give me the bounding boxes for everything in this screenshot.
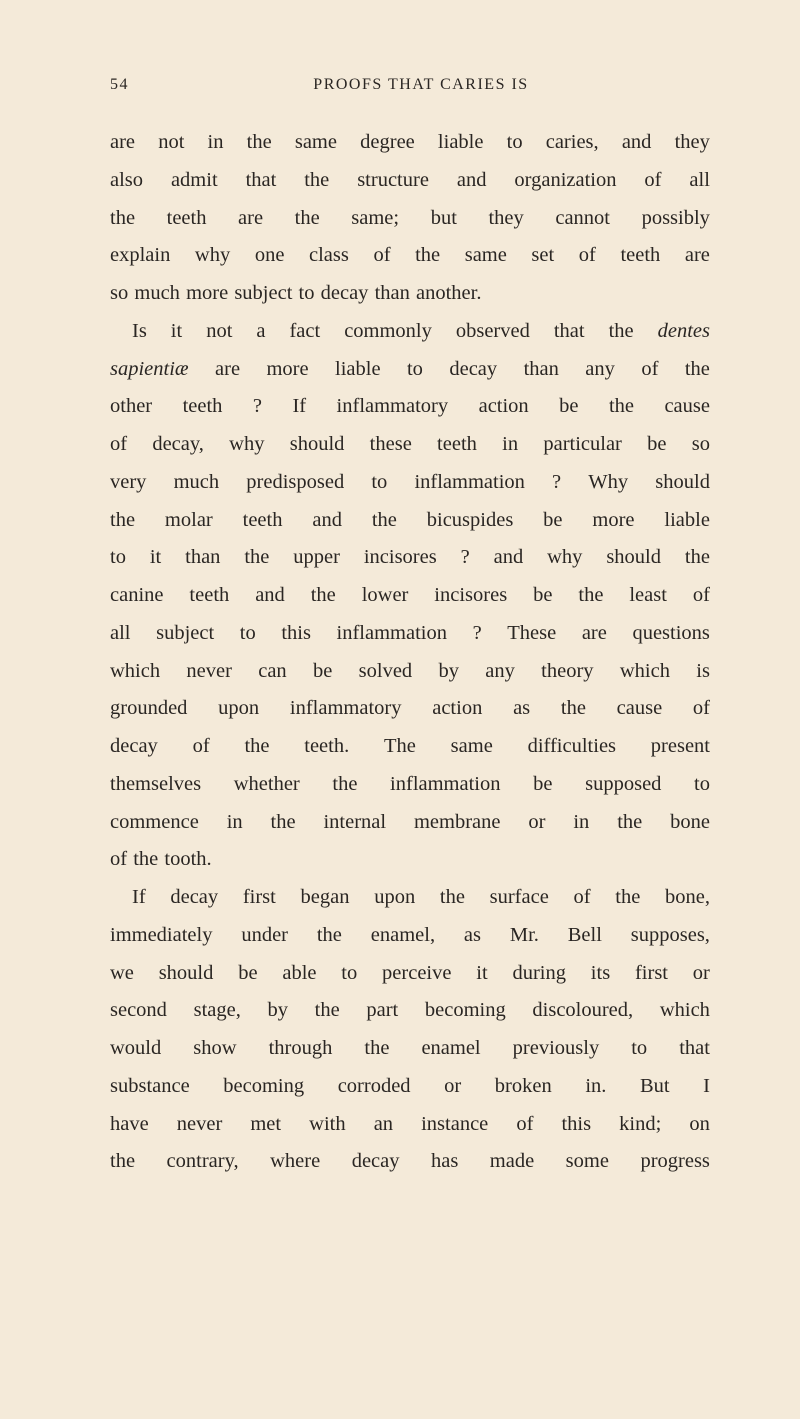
text-line: the teeth are the same; but they cannot possibly [110,206,710,229]
text-line: If decay first began upon the surface of the bone, [132,886,710,908]
text-line: are not in the same degree liable to caries, and they [110,131,710,153]
text-line: commence in the internal membrane or in the bone [110,810,710,833]
text-line: grounded upon inflammatory action as the cause of [110,697,710,720]
text-line: we should be able to perceive it during its first or [110,961,710,984]
text-line: also admit that the structure and organization of all [110,168,710,191]
text-line: very much predisposed to inflammation ? Why should [110,470,710,493]
text-line: to it than the upper incisores ? and why should the [110,546,710,569]
text-line: the contrary, where decay has made some progress [110,1150,710,1173]
text-line: second stage, by the part becoming discoloured, which [110,999,710,1022]
text-line: explain why one class of the same set of teeth are [110,244,710,267]
text-line: the molar teeth and the bicuspides be more liable [110,508,710,531]
text-line: have never met with an instance of this kind; on [110,1112,710,1135]
text-line: immediately under the enamel, as Mr. Bell supposes, [110,923,710,946]
running-head [110,76,710,100]
text-line: other teeth ? If inflammatory action be the cause [110,395,710,418]
page-number: 54 [110,76,129,93]
text-line: which never can be solved by any theory which is [110,659,710,682]
text-line: of decay, why should these teeth in particular be so [110,433,710,455]
text-line: all subject to this inflammation ? These are questions [110,621,710,644]
text-line: canine teeth and the lower incisores be the least of [110,584,710,606]
body-text [110,124,710,1181]
text-line: of the tooth. [110,848,212,871]
text-line: themselves whether the inflammation be supposed to [110,772,710,795]
text-line: so much more subject to decay than another. [110,282,482,304]
text-line: Is it not a fact commonly observed that the dentes [132,319,710,342]
text-line: would show through the enamel previously to that [110,1037,710,1059]
text-line: substance becoming corroded or broken in. But I [110,1074,710,1097]
text-line: sapientiæ are more liable to decay than any of the [110,357,710,380]
text-line: decay of the teeth. The same difficulties present [110,735,710,757]
running-title: PROOFS THAT CARIES IS [313,76,529,93]
